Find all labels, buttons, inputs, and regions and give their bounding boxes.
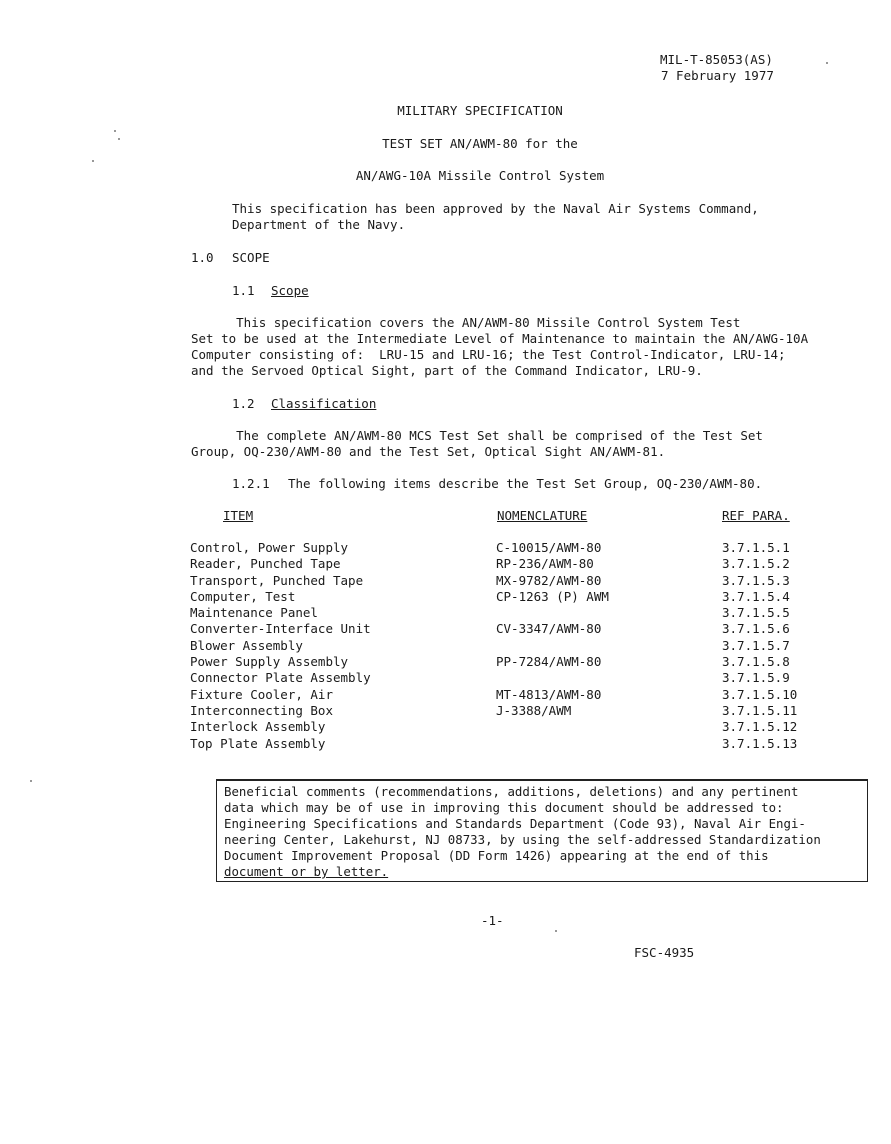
table-row xyxy=(190,687,822,703)
paragraph-line: and the Servoed Optical Sight, part of the Command Indicator, LRU-9. xyxy=(191,363,703,378)
paragraph-line: Group, OQ-230/AWM-80 and the Test Set, Optical Sight AN/AWM-81. xyxy=(191,444,666,459)
table-row xyxy=(190,654,822,670)
section-1-2-1-number: 1.2.1 xyxy=(232,476,270,491)
item-cell: Interconnecting Box xyxy=(190,702,333,718)
notice-line: Beneficial comments (recommendations, additions, deletions) and any pertinent xyxy=(224,784,799,799)
table-row xyxy=(190,670,822,686)
table-row xyxy=(190,719,822,735)
ref-para-cell: 3.7.1.5.5 xyxy=(722,605,790,621)
nomenclature-cell: CP-1263 (P) AWM xyxy=(496,588,609,604)
nomenclature-cell xyxy=(496,605,722,621)
spec-subject-title: TEST SET AN/AWM-80 for the xyxy=(382,136,578,151)
nomenclature-cell: MT-4813/AWM-80 xyxy=(496,686,602,702)
item-cell: Power Supply Assembly xyxy=(190,654,349,670)
notice-line: Document Improvement Proposal (DD Form 1426) appearing at the end of this xyxy=(224,848,769,863)
document-number: MIL-T-85053(AS) xyxy=(660,52,773,67)
section-1-title: SCOPE xyxy=(232,250,270,265)
approval-line-2: Department of the Navy. xyxy=(232,217,406,232)
ref-para-cell: 3.7.1.5.11 xyxy=(722,702,798,718)
section-1-2-number: 1.2 xyxy=(232,396,255,411)
scan-speck xyxy=(555,930,557,932)
ref-para-cell: 3.7.1.5.12 xyxy=(722,719,798,735)
document-date: 7 February 1977 xyxy=(661,68,774,83)
nomenclature-cell: CV-3347/AWM-80 xyxy=(496,621,602,637)
nomenclature-cell: C-10015/AWM-80 xyxy=(496,540,602,555)
ref-para-cell: 3.7.1.5.4 xyxy=(722,588,790,604)
item-cell: Transport, Punched Tape xyxy=(190,572,364,588)
column-header-nomenclature: NOMENCLATURE xyxy=(497,508,588,523)
spec-system-title: AN/AWG-10A Missile Control System xyxy=(355,168,605,183)
item-cell: Computer, Test xyxy=(190,588,296,604)
scan-speck xyxy=(114,130,116,132)
nomenclature-cell xyxy=(496,719,722,735)
notice-line: Engineering Specifications and Standards Department (Code 93), Naval Air Engi- xyxy=(224,816,806,831)
item-cell: Reader, Punched Tape xyxy=(190,556,341,572)
section-1-2-1-text: The following items describe the Test Set Group, OQ-230/AWM-80. xyxy=(288,476,763,491)
nomenclature-cell: RP-236/AWM-80 xyxy=(496,556,594,572)
ref-para-cell: 3.7.1.5.3 xyxy=(722,572,790,588)
item-cell: Maintenance Panel xyxy=(190,605,318,621)
nomenclature-cell: PP-7284/AWM-80 xyxy=(496,654,602,670)
notice-line: document or by letter. xyxy=(224,864,389,879)
ref-para-cell: 3.7.1.5.10 xyxy=(722,686,798,702)
section-1-1-number: 1.1 xyxy=(232,283,255,298)
ref-para-cell: 3.7.1.5.13 xyxy=(722,735,798,751)
nomenclature-cell: J-3388/AWM xyxy=(496,702,572,718)
spec-type-title: MILITARY SPECIFICATION xyxy=(397,103,563,118)
ref-para-cell: 3.7.1.5.6 xyxy=(722,621,790,637)
ref-para-cell: 3.7.1.5.7 xyxy=(722,637,790,653)
column-header-ref-para: REF PARA. xyxy=(722,508,790,523)
item-cell: Control, Power Supply xyxy=(190,540,349,555)
scan-speck xyxy=(30,780,32,782)
section-1-number: 1.0 xyxy=(191,250,214,265)
item-cell: Fixture Cooler, Air xyxy=(190,686,333,702)
table-row xyxy=(190,540,822,556)
scan-speck xyxy=(826,62,828,64)
section-1-2-title: Classification xyxy=(271,396,377,411)
comments-notice-box xyxy=(216,779,868,882)
table-row xyxy=(190,556,822,572)
paragraph-line: Set to be used at the Intermediate Level of Maintenance to maintain the AN/AWG-10A xyxy=(191,331,809,346)
table-row xyxy=(190,638,822,654)
paragraph-line: The complete AN/AWM-80 MCS Test Set shall be comprised of the Test Set xyxy=(191,428,763,443)
section-1-1-title: Scope xyxy=(271,283,309,298)
approval-line-1: This specification has been approved by the Naval Air Systems Command, xyxy=(232,201,759,216)
table-row xyxy=(190,605,822,621)
column-header-item: ITEM xyxy=(223,508,254,523)
fsc-code: FSC-4935 xyxy=(634,945,695,960)
page-number: -1- xyxy=(481,913,504,928)
paragraph-line: Computer consisting of: LRU-15 and LRU-16; the Test Control-Indicator, LRU-14; xyxy=(191,347,786,362)
notice-line: neering Center, Lakehurst, NJ 08733, by using the self-addressed Standardization xyxy=(224,832,821,847)
table-row xyxy=(190,703,822,719)
notice-line: data which may be of use in improving this document should be addressed to: xyxy=(224,800,784,815)
section-1-2-paragraph xyxy=(191,428,871,460)
nomenclature-cell xyxy=(496,638,722,654)
ref-para-cell: 3.7.1.5.8 xyxy=(722,654,790,670)
item-cell: Blower Assembly xyxy=(190,637,303,653)
scan-speck xyxy=(92,160,94,162)
table-row xyxy=(190,621,822,637)
section-1-1-paragraph xyxy=(191,315,871,379)
items-table xyxy=(190,540,822,752)
ref-para-cell: 3.7.1.5.1 xyxy=(722,540,790,555)
ref-para-cell: 3.7.1.5.9 xyxy=(722,670,790,686)
nomenclature-cell xyxy=(496,670,722,686)
table-row xyxy=(190,589,822,605)
nomenclature-cell xyxy=(496,736,722,752)
item-cell: Interlock Assembly xyxy=(190,719,326,735)
item-cell: Connector Plate Assembly xyxy=(190,670,371,686)
nomenclature-cell: MX-9782/AWM-80 xyxy=(496,572,602,588)
ref-para-cell: 3.7.1.5.2 xyxy=(722,556,790,572)
item-cell: Top Plate Assembly xyxy=(190,735,326,751)
item-cell: Converter-Interface Unit xyxy=(190,621,371,637)
table-row xyxy=(190,573,822,589)
table-row xyxy=(190,736,822,752)
paragraph-line: This specification covers the AN/AWM-80 Missile Control System Test xyxy=(191,315,741,330)
scan-speck xyxy=(118,138,120,140)
